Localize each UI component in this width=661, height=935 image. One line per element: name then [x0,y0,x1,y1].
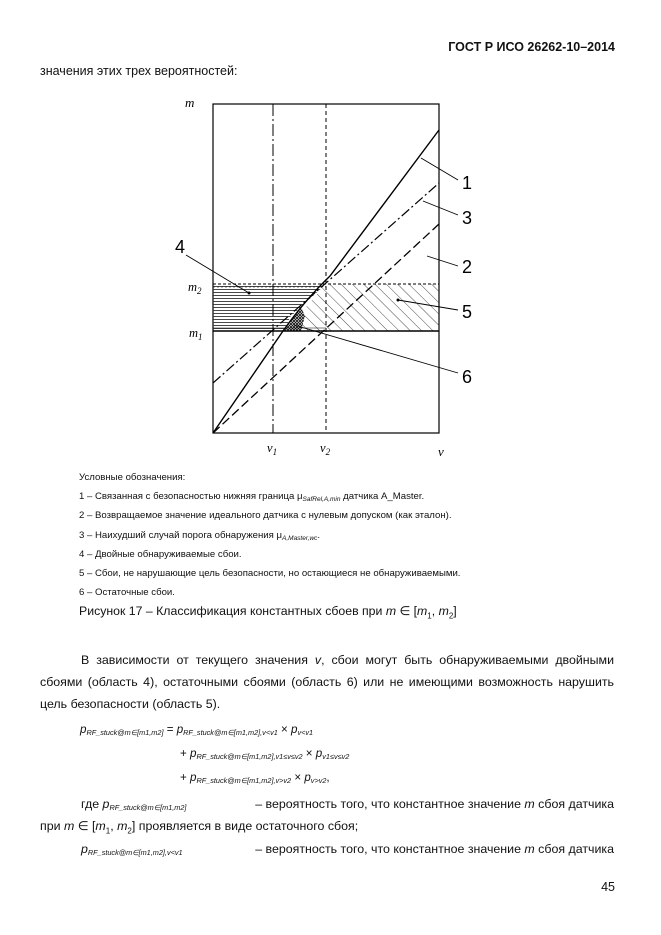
callout-5: 5 [462,302,473,322]
equation-line-3: + $p_{RF\_stuck@m\in[m1,m2],v>v2} \times p_{v>v2}$, [180,771,330,785]
legend-item-2: 2 – Возвращаемое значение идеального датчика с нулевым допуском (как эталон). [79,510,452,521]
legend-item-5: 5 – Сбои, не нарушающие цель безопасности, но остающиеся не обнаруживаемыми. [79,568,461,579]
where-clause-1b: при m ∈ [$m_1$, $m_2$] проявляется в виде остаточного сбоя; [40,819,359,836]
axis-y-label: m [185,95,195,110]
intro-text: значения этих трех вероятностей: [40,64,238,78]
legend-item-6: 6 – Остаточные сбои. [79,587,175,598]
page-number: 45 [601,880,615,894]
svg-text:m2 [188,280,202,296]
where-clause-1: где $p_{RF\_stuck@m\in[m1,m2]}$ – вероятность того, что константное значение m сбоя датчика [81,797,614,812]
equation-line-2: + $p_{RF\_stuck@m\in[m1,m2],v1\le v\le v2} \times p_{v1\le v\le v2}$ [180,747,350,761]
axis-x-label: v [438,444,444,459]
callout-2: 2 [462,257,473,277]
tick-m1-sub: 1 [198,332,203,342]
tick-v2-sub: 2 [325,447,331,457]
legend-title: Условные обозначения: [79,472,186,483]
svg-text:v2 [320,441,331,457]
paragraph-dependency: В зависимости от текущего значения v, сбои могут быть обнаруживаемыми двойными сбоями (область 4), остаточными сбоями (область 6) или не имеющими возможность нарушить цель безопасности (область 5). [40,653,614,711]
tick-v1: v [267,441,273,455]
callout-1: 1 [462,173,473,193]
where-clause-2: $p_{RF\_stuck@m\in[m1,m2],v<v1}$ – вероятность того, что константное значение m сбоя датчика [81,842,614,857]
callout-6: 6 [462,367,473,387]
equation-line-1: $p_{RF\_stuck@m\in[m1,m2]} = p_{RF\_stuck@m\in[m1,m2],v<v1} \times p_{v<v1}$ [80,723,314,737]
legend-item-3: 3 – Наихудший случай порога обнаружения $\mu_{A,Master,wc}$. [79,530,321,542]
figure-caption: Рисунок 17 – Классификация константных сбоев при m ∈ [$m_1$, $m_2$] [79,604,457,621]
svg-text:v1 [267,441,277,457]
tick-v2: v [320,441,326,455]
tick-m2: m [188,280,198,294]
callout-4: 4 [175,237,186,257]
tick-m2-sub: 2 [197,286,202,296]
tick-m1: m [189,326,199,340]
standard-header: ГОСТ Р ИСО 26262-10–2014 [448,40,615,54]
legend-item-4: 4 – Двойные обнаруживаемые сбои. [79,549,242,560]
legend-item-1: 1 – Связанная с безопасностью нижняя граница $\mu_{SafRel,A,min}$ датчика A_Master. [79,491,425,503]
svg-text:m1 [189,326,203,342]
tick-v1-sub: 1 [272,447,278,457]
callout-3: 3 [462,208,473,228]
